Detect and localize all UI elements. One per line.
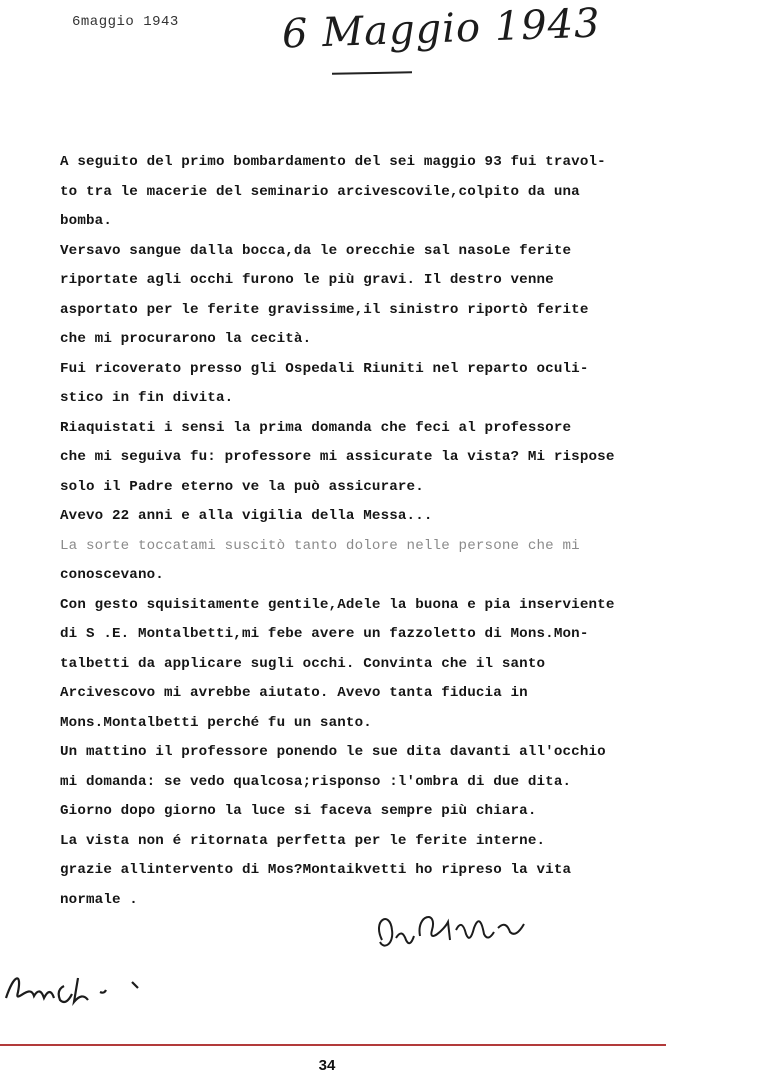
page-number: 34 bbox=[318, 1057, 336, 1074]
body-line: Con gesto squisitamente gentile,Adele la buona e pia inserviente bbox=[60, 596, 615, 613]
typed-date: 6maggio 1943 bbox=[72, 14, 179, 30]
body-line: riportate agli occhi furono le più gravi. Il destro venne bbox=[60, 272, 554, 288]
handwritten-initials bbox=[0, 962, 160, 1012]
typewritten-body bbox=[60, 148, 670, 915]
body-line: mi domanda: se vedo qualcosa;risponso :l'ombra di due dita. bbox=[60, 773, 572, 790]
body-line: Un mattino il professore ponendo le sue dita davanti all'occhio bbox=[60, 744, 606, 760]
body-line: solo il Padre eterno ve la può assicurare. bbox=[60, 478, 424, 495]
body-line: grazie allintervento di Mos?Montaikvetti ho ripreso la vita bbox=[60, 862, 572, 878]
body-line: conoscevano. bbox=[60, 567, 164, 583]
body-line: Arcivescovo mi avrebbe aiutato. Avevo tanta fiducia in bbox=[60, 685, 528, 701]
body-line: La sorte toccatami suscitò tanto dolore nelle persone che mi bbox=[60, 537, 580, 554]
body-line: A seguito del primo bombardamento del sei maggio 93 fui travol- bbox=[60, 154, 606, 170]
body-line: talbetti da applicare sugli occhi. Convinta che il santo bbox=[60, 655, 546, 672]
body-line: stico in fin divita. bbox=[60, 390, 234, 406]
body-line: che mi procurarono la cecità. bbox=[60, 331, 312, 347]
footer-rule bbox=[0, 1044, 666, 1046]
body-line: di S .E. Montalbetti,mi febe avere un fazzoletto di Mons.Mon- bbox=[60, 626, 589, 642]
body-line: Fui ricoverato presso gli Ospedali Riuniti nel reparto oculi- bbox=[60, 360, 589, 377]
body-line: Mons.Montalbetti perché fu un santo. bbox=[60, 714, 372, 731]
body-line: bomba. bbox=[60, 213, 112, 229]
body-line: Riaquistati i sensi la prima domanda che feci al professore bbox=[60, 419, 572, 436]
handwritten-date-underline bbox=[332, 71, 412, 74]
body-line: che mi seguiva fu: professore mi assicurate la vista? Mi rispose bbox=[60, 449, 615, 465]
body-line: Versavo sangue dalla bocca,da le orecchie sal nasoLe ferite bbox=[60, 242, 572, 259]
body-line: to tra le macerie del seminario arcivescovile,colpito da una bbox=[60, 183, 580, 200]
body-line: Giorno dopo giorno la luce si faceva sempre più chiara. bbox=[60, 803, 537, 819]
handwritten-date: 6 Maggio 1943 bbox=[281, 0, 602, 58]
body-line: Avevo 22 anni e alla vigilia della Messa... bbox=[60, 508, 433, 524]
body-line: La vista non é ritornata perfetta per le ferite interne. bbox=[60, 832, 546, 849]
body-line: asportato per le ferite gravissime,il sinistro riportò ferite bbox=[60, 301, 589, 318]
body-line: normale . bbox=[60, 891, 138, 908]
handwritten-signature bbox=[368, 900, 568, 960]
